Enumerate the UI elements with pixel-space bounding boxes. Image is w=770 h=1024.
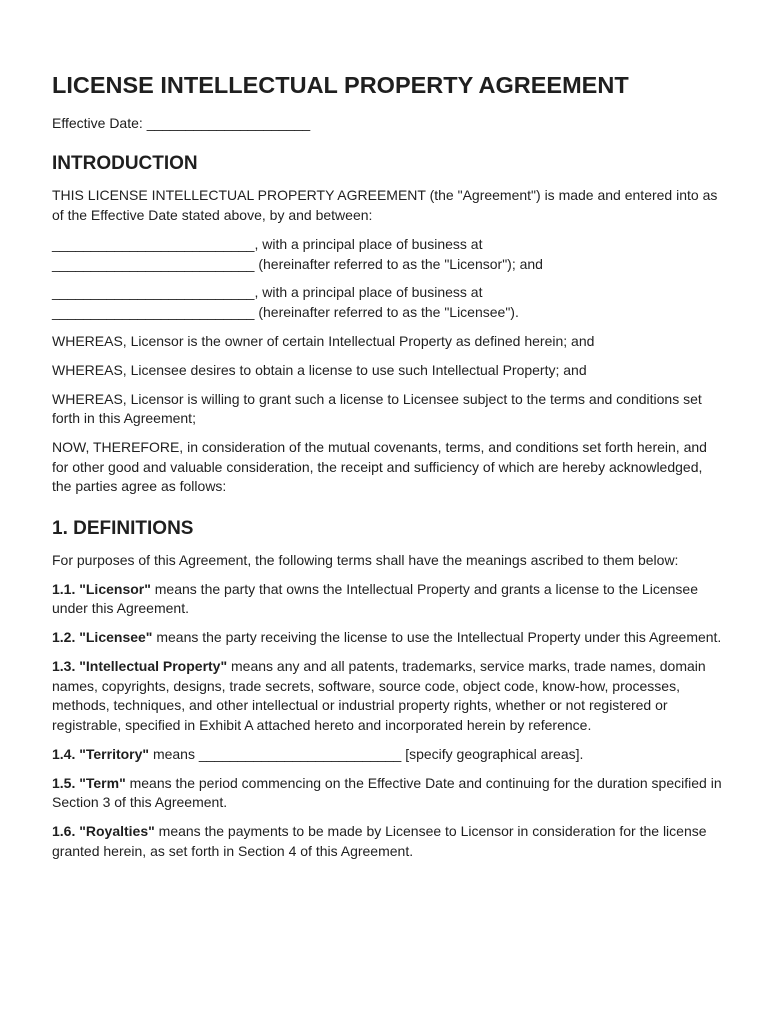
- definitions-lead: For purposes of this Agreement, the following terms shall have the meanings ascribed to them below:: [52, 551, 679, 568]
- licensee-line-1: __________________________, with a principal place of business at: [52, 284, 483, 300]
- definition-intellectual-property: [52, 657, 722, 735]
- whereas-clause-2: WHEREAS, Licensee desires to obtain a license to use such Intellectual Property; and: [52, 361, 587, 378]
- definition-text: means any and all patents, trademarks, service marks, trade names, domain names, copyrights, designs, trade secrets, software, source code, object code, know-how, processes, methods, techniques, and other intellectual or industrial property rights, whether or not registered or registrable, specified in Exhibit A attached hereto and incorporated herein by reference.: [52, 658, 706, 733]
- introduction-lead: THIS LICENSE INTELLECTUAL PROPERTY AGREEMENT (the "Agreement") is made and entered into as of the Effective Date stated above, by and between:: [52, 187, 718, 223]
- definition-term: 1.5. "Term": [52, 774, 126, 791]
- definition-text: means the party receiving the license to use the Intellectual Property under this Agreement.: [152, 629, 722, 645]
- licensee-line-2: __________________________ (hereinafter referred to as the "Licensee").: [52, 303, 519, 320]
- effective-date-blank: _____________________: [146, 115, 311, 131]
- whereas-clause-1: WHEREAS, Licensor is the owner of certain Intellectual Property as defined herein; and: [52, 332, 595, 349]
- definition-term: 1.3. "Intellectual Property": [52, 658, 228, 674]
- effective-date-line: [52, 113, 722, 133]
- definition-term: 1.4. "Territory": [52, 745, 150, 762]
- definition-text: means the payments to be made by Licensee to Licensor in consideration for the license granted herein, as set forth in Section 4 of this Agreement.: [52, 823, 707, 859]
- introduction-heading: INTRODUCTION: [52, 153, 198, 174]
- definition-term: 1.2. "Licensee": [52, 629, 153, 645]
- whereas-clause-3: WHEREAS, Licensor is willing to grant such a license to Licensee subject to the terms and conditions set forth in this Agreement;: [52, 390, 702, 426]
- licensor-line-1: __________________________, with a principal place of business at: [52, 236, 483, 252]
- definition-term: 1.1. "Licensor": [52, 580, 151, 597]
- definition-territory: [52, 745, 722, 765]
- licensor-party-block: [52, 235, 722, 274]
- definitions-heading: 1. DEFINITIONS: [52, 517, 194, 539]
- definition-term: 1.6. "Royalties": [52, 823, 155, 839]
- definition-licensor: [52, 580, 722, 619]
- definition-royalties: [52, 822, 722, 861]
- definition-text: means the period commencing on the Effective Date and continuing for the duration specified in Section 3 of this Agreement.: [52, 774, 722, 810]
- definition-licensee: [52, 628, 722, 648]
- licensee-party-block: [52, 283, 722, 322]
- document-body: [52, 70, 722, 861]
- definition-term-period: [52, 774, 722, 813]
- definition-text: means the party that owns the Intellectual Property and grants a license to the Licensee under this Agreement.: [52, 580, 698, 616]
- document-title: LICENSE INTELLECTUAL PROPERTY AGREEMENT: [52, 72, 629, 98]
- effective-date-label: Effective Date:: [52, 115, 143, 131]
- now-therefore-clause: NOW, THEREFORE, in consideration of the mutual covenants, terms, and conditions set forth herein, and for other good and valuable consideration, the receipt and sufficiency of which are hereby acknowledged, the parties agree as follows:: [52, 439, 707, 494]
- licensor-line-2: __________________________ (hereinafter referred to as the "Licensor"); and: [52, 255, 543, 272]
- definition-text: means __________________________ [specify geographical areas].: [149, 745, 584, 762]
